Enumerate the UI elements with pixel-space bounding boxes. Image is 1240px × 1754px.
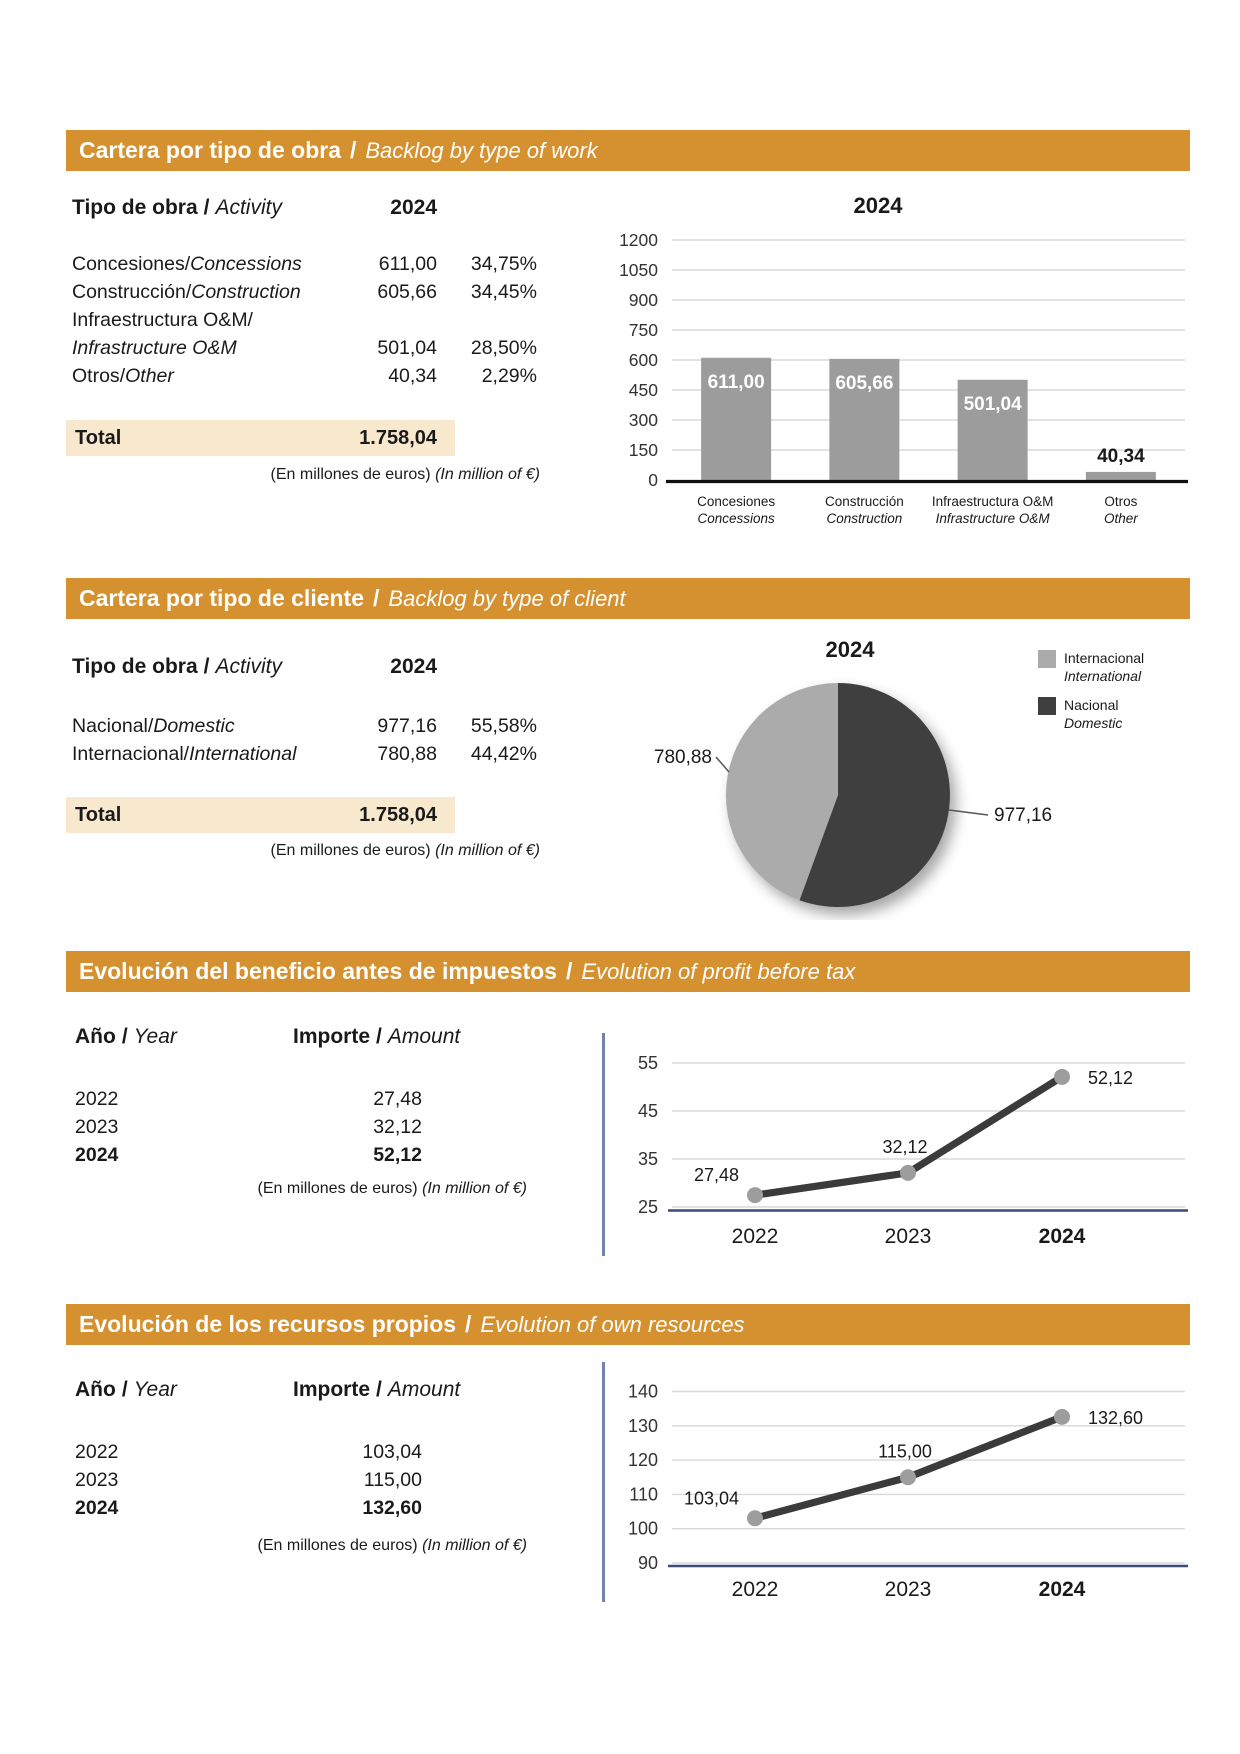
x-axis-labels <box>732 1225 1086 1248</box>
table-resources-rows <box>75 1438 422 1522</box>
legend-label-es: Nacional <box>1064 697 1119 713</box>
data-point <box>900 1469 916 1485</box>
band-title-es: Cartera por tipo de obra <box>79 137 341 163</box>
band-separator: / <box>373 585 380 611</box>
row-year: 2024 <box>75 1144 119 1166</box>
row-value: 32,12 <box>373 1116 422 1138</box>
x-axis-label: 2022 <box>731 1225 779 1248</box>
row-value: 52,12 <box>373 1144 422 1166</box>
row-separator: / <box>119 365 126 387</box>
table-row <box>75 1141 422 1169</box>
section-band-profit <box>66 951 1190 992</box>
table-row <box>72 362 537 390</box>
category-label-en: Other <box>1103 511 1138 526</box>
row-separator: / <box>184 253 191 275</box>
y-tick-label: 90 <box>637 1553 658 1573</box>
y-tick-label: 25 <box>637 1197 658 1217</box>
y-tick-label: 900 <box>628 290 658 310</box>
legend-label-en: Domestic <box>1064 715 1123 731</box>
line-chart-profit <box>548 1018 1193 1258</box>
row-year: 2022 <box>75 1088 119 1110</box>
unit-note <box>75 1537 527 1555</box>
row-label-en: Infrastructure O&M <box>72 337 237 359</box>
band-separator: / <box>349 137 357 163</box>
col-activity-es: Tipo de obra <box>72 196 198 219</box>
total-label: Total <box>75 426 122 449</box>
section-band-backlog-work <box>66 130 1190 171</box>
row-pct: 55,58% <box>470 715 537 737</box>
row-label-es: Construcción <box>72 281 186 303</box>
band-separator: / <box>465 1311 472 1337</box>
row-value: 103,04 <box>362 1441 422 1463</box>
table-header-resources <box>75 1378 527 1402</box>
row-pct: 34,75% <box>470 253 537 275</box>
legend <box>1038 650 1144 731</box>
section-band-resources <box>66 1304 1190 1345</box>
row-label-en: Concessions <box>190 253 302 275</box>
label-leader-line <box>716 757 729 772</box>
band-title-en: Evolution of own resources <box>480 1311 745 1337</box>
row-separator: / <box>185 281 192 303</box>
row-value: 27,48 <box>373 1088 422 1110</box>
col-amount-en: Amount <box>387 1025 461 1048</box>
total-value: 1.758,04 <box>359 803 437 826</box>
band-title-es: Cartera por tipo de cliente <box>79 585 365 611</box>
col-activity-en: Activity <box>215 655 282 678</box>
table-client-rows <box>72 712 537 768</box>
table-row <box>72 250 537 278</box>
y-tick-label: 300 <box>628 410 658 430</box>
col-year-en: Year <box>133 1378 177 1401</box>
col-year-es: Año <box>75 1378 116 1401</box>
bars <box>697 358 1156 526</box>
row-value: 132,60 <box>362 1497 422 1519</box>
row-pct: 28,50% <box>470 337 537 359</box>
table-work-rows <box>72 250 537 390</box>
y-tick-label: 150 <box>628 440 658 460</box>
row-pct: 34,45% <box>470 281 537 303</box>
y-tick-label: 130 <box>627 1415 658 1436</box>
data-point <box>1054 1409 1070 1425</box>
data-points <box>694 1068 1133 1203</box>
y-tick-label: 100 <box>627 1518 658 1539</box>
legend-swatch <box>1038 697 1056 715</box>
row-value: 40,34 <box>388 365 437 387</box>
table-header-profit <box>75 1025 527 1049</box>
unit-note-es: (En millones de euros) <box>257 1180 418 1197</box>
point-label: 132,60 <box>1088 1407 1144 1428</box>
row-year: 2024 <box>75 1497 119 1519</box>
row-label-es: Infraestructura O&M/ <box>72 309 253 331</box>
y-tick-label: 110 <box>629 1484 658 1505</box>
table-row <box>75 1113 422 1141</box>
row-label-en: Domestic <box>153 715 235 737</box>
row-value: 501,04 <box>377 337 437 359</box>
table-row <box>75 1085 422 1113</box>
bar-value-label: 611,00 <box>707 371 765 393</box>
header-separator: / <box>121 1025 128 1048</box>
point-label: 103,04 <box>683 1488 739 1509</box>
bar-value-label: 501,04 <box>963 393 1022 415</box>
table-header-work <box>72 196 537 220</box>
row-label-es: Concesiones <box>72 253 185 275</box>
data-point <box>900 1165 916 1181</box>
table-header-client <box>72 655 537 679</box>
table-row <box>75 1466 422 1494</box>
row-year: 2023 <box>75 1469 119 1491</box>
total-value: 1.758,04 <box>359 426 437 449</box>
category-label-es: Infraestructura O&M <box>931 494 1054 509</box>
bar-value-label: 40,34 <box>1097 445 1145 467</box>
row-value: 611,00 <box>378 253 437 275</box>
row-label-en: Construction <box>191 281 301 303</box>
col-activity-es: Tipo de obra <box>72 655 198 678</box>
band-title-en: Backlog by type of work <box>365 137 598 163</box>
y-tick-label: 55 <box>637 1053 658 1073</box>
x-axis-label: 2023 <box>884 1225 932 1248</box>
row-value: 605,66 <box>377 281 437 303</box>
header-separator: / <box>376 1025 382 1048</box>
section-band-backlog-client <box>66 578 1190 619</box>
table-row <box>75 1494 422 1522</box>
legend-label-en: International <box>1064 668 1142 684</box>
row-separator: / <box>183 743 190 765</box>
bar-chart-backlog-work <box>548 180 1193 528</box>
y-tick-label: 120 <box>627 1450 658 1471</box>
legend-swatch <box>1038 650 1056 668</box>
legend-label-es: Internacional <box>1064 650 1145 666</box>
band-title-es: Evolución de los recursos propios <box>79 1311 457 1337</box>
header-separator: / <box>121 1378 128 1401</box>
unit-note-es: (En millones de euros) <box>270 842 431 859</box>
bar-value-label: 605,66 <box>835 372 894 394</box>
category-label-es: Otros <box>1104 494 1138 509</box>
header-separator: / <box>203 196 210 219</box>
total-label: Total <box>75 803 122 826</box>
category-label-es: Concesiones <box>697 494 776 509</box>
row-value: 780,88 <box>377 743 437 765</box>
unit-note-en: (In million of €) <box>435 842 540 859</box>
col-amount-en: Amount <box>387 1378 461 1401</box>
y-tick-label: 1050 <box>619 260 658 280</box>
col-year: 2024 <box>390 196 437 219</box>
point-label: 27,48 <box>693 1165 739 1186</box>
y-tick-label: 0 <box>648 470 658 490</box>
row-separator: / <box>147 715 154 737</box>
x-axis-label: 2024 <box>1038 1225 1086 1248</box>
pie-chart-backlog-client <box>560 628 1190 920</box>
row-label-es: Internacional <box>72 743 184 765</box>
unit-note-en: (In million of €) <box>435 466 540 483</box>
table-row <box>75 1438 422 1466</box>
y-tick-label: 450 <box>628 380 658 400</box>
y-tick-label: 1200 <box>619 230 658 250</box>
col-activity-en: Activity <box>215 196 282 219</box>
x-axis-labels <box>732 1578 1086 1601</box>
pie-slices <box>726 683 950 907</box>
data-point <box>747 1510 763 1526</box>
row-pct: 2,29% <box>481 365 537 387</box>
row-value: 977,16 <box>377 715 437 737</box>
row-label-en: Other <box>125 365 174 387</box>
row-label-es: Nacional <box>72 715 148 737</box>
header-separator: / <box>203 655 210 678</box>
unit-note-es: (En millones de euros) <box>270 466 431 483</box>
y-tick-label: 750 <box>628 320 658 340</box>
point-label: 32,12 <box>882 1136 928 1157</box>
unit-note <box>72 466 540 484</box>
y-tick-label: 140 <box>627 1381 658 1402</box>
slice-value-label: 977,16 <box>994 805 1053 826</box>
category-label-en: Concessions <box>697 511 775 526</box>
series-line <box>755 1417 1062 1518</box>
total-row <box>66 420 455 456</box>
x-axis-label: 2023 <box>884 1578 932 1601</box>
line-chart-resources <box>548 1350 1193 1610</box>
col-year-en: Year <box>133 1025 177 1048</box>
unit-note-en: (In million of €) <box>422 1180 527 1197</box>
label-leader-line <box>949 810 988 815</box>
unit-note <box>72 842 540 860</box>
row-year: 2022 <box>75 1441 119 1463</box>
y-tick-label: 600 <box>628 350 658 370</box>
chart-title: 2024 <box>853 193 903 218</box>
table-row <box>72 740 537 768</box>
row-value: 115,00 <box>363 1469 422 1491</box>
col-year: 2024 <box>390 655 437 678</box>
unit-note <box>75 1180 527 1198</box>
col-year-es: Año <box>75 1025 116 1048</box>
slice-value-label: 780,88 <box>653 747 712 768</box>
bar <box>1086 472 1156 480</box>
band-separator: / <box>566 958 573 984</box>
row-year: 2023 <box>75 1116 119 1138</box>
x-axis-label: 2022 <box>731 1578 779 1601</box>
table-row <box>72 278 537 306</box>
total-row <box>66 797 455 833</box>
y-axis-ticks <box>619 230 658 490</box>
unit-note-en: (In million of €) <box>422 1537 527 1554</box>
col-amount-es: Importe <box>293 1378 371 1401</box>
y-tick-label: 45 <box>637 1101 658 1121</box>
header-separator: / <box>376 1378 382 1401</box>
table-profit-rows <box>75 1085 422 1169</box>
table-row <box>72 306 537 362</box>
category-label-es: Construcción <box>824 494 904 509</box>
band-title-en: Backlog by type of client <box>388 585 626 611</box>
point-label: 115,00 <box>878 1441 932 1462</box>
category-label-en: Infrastructure O&M <box>935 511 1050 526</box>
data-point <box>747 1187 763 1203</box>
chart-title: 2024 <box>825 637 875 662</box>
table-row <box>72 712 537 740</box>
col-amount-es: Importe <box>293 1025 371 1048</box>
point-label: 52,12 <box>1088 1067 1134 1088</box>
band-title-es: Evolución del beneficio antes de impuestos <box>79 958 557 984</box>
y-tick-label: 35 <box>637 1149 658 1169</box>
unit-note-es: (En millones de euros) <box>257 1537 418 1554</box>
data-point <box>1054 1069 1070 1085</box>
category-label-en: Construction <box>826 511 903 526</box>
row-label-en: International <box>189 743 297 765</box>
row-pct: 44,42% <box>470 743 537 765</box>
band-title-en: Evolution of profit before tax <box>581 958 856 984</box>
x-axis-label: 2024 <box>1038 1578 1086 1601</box>
row-label-es: Otros <box>72 365 120 387</box>
